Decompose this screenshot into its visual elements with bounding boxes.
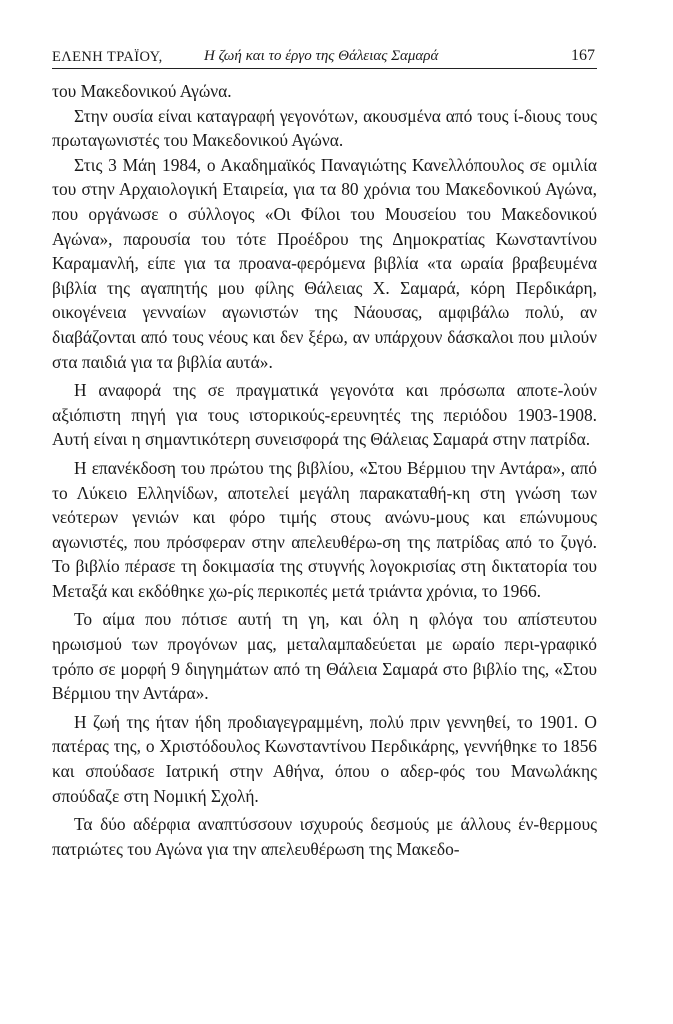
header-book-title: Η ζωή και το έργο της Θάλειας Σαμαρά bbox=[204, 48, 439, 64]
paragraph: Στην ουσία είναι καταγραφή γεγονότων, ακουσμένα από τους ί-διους τους πρωταγωνιστές του Μακεδονικού Αγώνα. bbox=[52, 105, 597, 151]
paragraph: Η ζωή της ήταν ήδη προδιαγεγραμμένη, πολύ πριν γεννηθεί, το 1901. Ο πατέρας της, ο Χριστόδουλος Κωνσταντίνου Περδικάρης, γεννήθηκε το 1856 και σπούδασε Ιατρική στην Αθήνα, όπου ο αδερ-φός του Μανωλάκης σπούδαζε στη Νομική Σχολή. bbox=[52, 711, 597, 806]
paragraph: Η επανέκδοση του πρώτου της βιβλίου, «Στου Βέρμιου την Αντάρα», από το Λύκειο Ελληνίδων, αποτελεί μεγάλη παρακαταθή-κη στη γνώση των νεότερων γενιών και φόρο τιμής στους ανώνυ-μους και επώνυμους αγωνιστές, που πρόσφεραν στην απελευθέρω-ση της πατρίδας από το ζυγό. Το βιβλίο πέρασε τη δοκιμασία της στυγνής λογοκρισίας στη δικτατορία του Μεταξά και εκδόθηκε χω-ρίς περικοπές μετά τριάντα χρόνια, το 1966. bbox=[52, 457, 597, 601]
paragraph-continuation: του Μακεδονικού Αγώνα. bbox=[52, 81, 232, 101]
body-text bbox=[52, 79, 597, 861]
paragraph: Τα δύο αδέρφια αναπτύσσουν ισχυρούς δεσμούς με άλλους έν-θερμους πατριώτες του Αγώνα για την απελευθέρωση της Μακεδο- bbox=[52, 814, 597, 859]
page-number: 167 bbox=[571, 47, 595, 64]
header-author: ΕΛΕΝΗ ΤΡΑΪΟΥ, bbox=[52, 49, 163, 65]
paragraph: Η αναφορά της σε πραγματικά γεγονότα και πρόσωπα αποτε-λούν αξιόπιστη πηγή για τους ιστορικούς-ερευνητές της περιόδου 1903-1908. Αυτή είναι η σημαντικότερη συνεισφορά της Θάλειας Σαμαρά στην πατρίδα. bbox=[52, 380, 597, 450]
paragraph: Το αίμα που πότισε αυτή τη γη, και όλη η φλόγα του απίστευτου ηρωισμού των προγόνων μας, μεταλαμπαδεύεται με ωραίο περι-γραφικό τρόπο σε μορφή 9 διηγημάτων από τη Θάλεια Σαμαρά στο βιβλίο της, «Στου Βέρμιου την Αντάρα». bbox=[52, 609, 597, 704]
running-header bbox=[52, 40, 597, 69]
paragraph: Στις 3 Μάη 1984, ο Ακαδημαϊκός Παναγιώτης Κανελλόπουλος σε ομιλία του στην Αρχαιολογική Εταιρεία, για τα 80 χρόνια του Μακεδονικού Αγώνα, που οργάνωσε ο σύλλογος «Οι Φίλοι του Μουσείου του Μακεδονικού Αγώνα», παρουσία του τότε Προέδρου της Δημοκρατίας Κωνσταντίνου Καραμανλή, είπε για τα προανα-φερόμενα βιβλία «τα ωραία βραβευμένα βιβλία της αγαπητής μου φίλης Θάλειας Χ. Σαμαρά, κόρη Περδικάρη, οικογένεια γενναίων αγωνιστών της Νάουσας, αμφιβάλω πολύ, αν διαβάζονται από τους νέους και δεν ξέρω, αν υπάρχουν δάσκαλοι που μιλούν στα παιδιά για τα βιβλία αυτά». bbox=[52, 154, 597, 372]
